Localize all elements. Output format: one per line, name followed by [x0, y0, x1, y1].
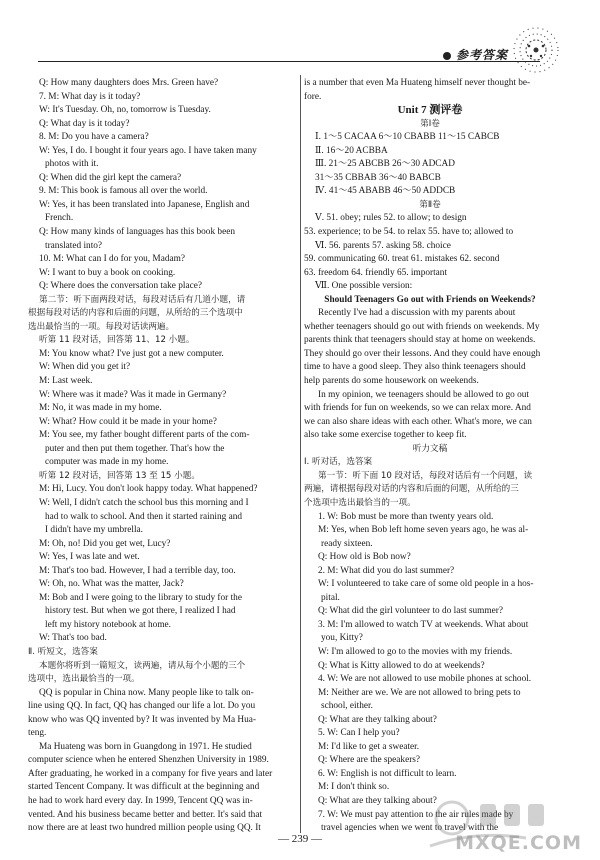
right-column-line: 6. W: English is not difficult to learn. — [318, 768, 457, 779]
left-column-line: M: Bob and I were going to the library to study for the — [39, 592, 242, 603]
right-column-line: 第Ⅱ卷 — [419, 199, 441, 210]
left-column-line: vented. And his business became better and better. It's said that — [28, 809, 263, 820]
right-column-line: M: Yes, when Bob left home seven years ago, he was al- — [318, 525, 529, 536]
right-column-line: 31～35 CBBAB 36～40 BABCB — [315, 172, 441, 183]
left-column-line: Q: What day is it today? — [39, 118, 130, 129]
right-column-line: 2. M: What did you do last summer? — [318, 565, 455, 576]
right-column-line: travel agencies when we went to travel with the — [321, 823, 499, 834]
right-column-line: Ⅴ. 51. obey; rules 52. to allow; to design — [315, 213, 467, 224]
left-column-line: photos with it. — [45, 159, 99, 170]
left-column-line: French. — [45, 213, 74, 224]
left-column-line: know who was QQ invented by? It was invented by Ma Hua- — [28, 714, 256, 725]
left-column-line: W: It's Tuesday. Oh, no, tomorrow is Tuesday. — [39, 105, 211, 116]
right-column-line: Q: What is Kitty allowed to do at weekends? — [318, 660, 485, 671]
left-column-line: QQ is popular in China now. Many people like to talk on- — [39, 687, 254, 698]
left-column-line: line using QQ. In fact, QQ has changed our life a lot. Do you — [28, 701, 256, 712]
left-column-line: 听第 11 段对话，回答第 11、12 小题。 — [39, 335, 195, 346]
right-column-line: 第一节：听下面 10 段对话，每段对话后有一个问题，读 — [318, 470, 533, 481]
bullet-dot-icon — [443, 52, 451, 60]
left-column-line: 10. M: What can I do for you, Madam? — [39, 254, 185, 265]
header-rule — [38, 61, 540, 62]
left-column-line: puter and then put them together. That's how the — [45, 443, 225, 454]
right-column-line: help parents do some housework on weekends. — [304, 376, 479, 387]
left-column-line: 本题你将听到一篇短文，读两遍，请从每个小题的三个 — [39, 660, 246, 671]
right-column-line: Q: What did the girl volunteer to do last summer? — [318, 606, 503, 617]
left-column-line: left my history notebook at home. — [45, 619, 172, 630]
right-column-line: Q: How old is Bob now? — [318, 552, 411, 563]
left-column-line: I didn't have my umbrella. — [45, 525, 143, 536]
left-column-line: Q: When did the girl kept the camera? — [39, 172, 182, 183]
right-column-line: 第Ⅰ卷 — [420, 118, 440, 129]
right-column-line: 两遍，请根据每段对话的内容和后面的问题，从所给的三 — [304, 484, 519, 495]
left-column-line: 第二节：听下面两段对话，每段对话后有几道小题，请 — [39, 294, 246, 305]
right-column-line: Ⅰ. 1～5 CACAA 6～10 CBABB 11～15 CABCB — [315, 132, 500, 143]
left-column-line: W: What? How could it be made in your home? — [39, 416, 217, 427]
right-column-line: 63. freedom 64. friendly 65. important — [304, 267, 448, 278]
left-column-line: W: Yes, I do. I bought it four years ago. I have taken many — [39, 145, 257, 156]
left-column-line: W: Yes, I was late and wet. — [39, 552, 140, 563]
right-column — [304, 77, 556, 836]
left-column-line: he had to work hard every day. In 1999, Tencent QQ was in- — [28, 795, 253, 806]
right-column-line: whether teenagers should go out with friends on weekends. My — [304, 321, 540, 332]
right-column-line: fore. — [304, 91, 322, 102]
left-column-line: 7. M: What day is it today? — [39, 91, 141, 102]
left-column-line: M: You know what? I've just got a new computer. — [39, 348, 224, 359]
right-column-line: Ⅲ. 21～25 ABCBB 26～30 ADCAD — [315, 159, 455, 170]
left-column-line: 根据每段对话的内容和后面的问题，从所给的三个选项中 — [28, 308, 243, 319]
right-column-line: W: I volunteered to take care of some old people in a hos- — [318, 579, 534, 590]
right-column-line: 4. W: We are not allowed to use mobile phones at school. — [318, 674, 532, 685]
right-column-line: In my opinion, we teenagers should be allowed to go out — [318, 389, 529, 400]
right-column-line: also take some exercise together to keep fit. — [304, 430, 467, 441]
left-column-line: W: Yes, it has been translated into Japanese, English and — [39, 199, 250, 210]
right-column-line: 听力文稿 — [412, 443, 448, 454]
right-column-line: 3. M: I'm allowed to watch TV at weekends. What about — [318, 619, 529, 630]
left-column-line: now there are at least two hundred million people using QQ. It — [28, 823, 261, 834]
right-column-line: with friends for fun on weekends, so we can relax more. And — [304, 403, 531, 414]
right-column-line: They should go over their lessons. And they could have enough — [304, 348, 541, 359]
page-header — [0, 0, 600, 66]
right-column-line: Q: Where are the speakers? — [318, 755, 421, 766]
right-column-line: Ⅰ. 听对话，选答案 — [304, 457, 373, 468]
left-column-line: W: That's too bad. — [39, 633, 107, 644]
right-column-line: M: I don't think so. — [318, 782, 390, 793]
left-column-line: started Tencent Company. It was difficult at the beginning and — [28, 782, 260, 793]
left-column-line: Q: How many kinds of languages has this book been — [39, 227, 235, 238]
left-column-line: 选出最恰当的一项。每段对话读两遍。 — [28, 321, 175, 332]
left-column-line: 8. M: Do you have a camera? — [39, 132, 149, 143]
right-column-line: 个选项中选出最恰当的一项。 — [304, 497, 416, 508]
left-column-line: computer science when he entered Shenzhen University in 1989. — [28, 755, 269, 766]
left-column-line: Ma Huateng was born in Guangdong in 1971. He studied — [39, 741, 252, 752]
left-column-line: After graduating, he worked in a company for five years and later — [28, 768, 273, 779]
right-column-line: Ⅵ. 56. parents 57. asking 58. choice — [315, 240, 451, 251]
left-column-line: history test. But when we got there, I realized I had — [45, 606, 236, 617]
right-column-line: ready sixteen. — [321, 538, 373, 549]
right-column-line: 5. W: Can I help you? — [318, 728, 400, 739]
left-column-line: W: When did you get it? — [39, 362, 131, 373]
right-column-line: M: Neither are we. We are not allowed to bring pets to — [318, 687, 521, 698]
right-column-line: W: I'm allowed to go to the movies with my friends. — [318, 646, 513, 657]
left-column-line: W: Well, I didn't catch the school bus this morning and I — [39, 497, 249, 508]
left-column-line: Q: Where does the conversation take place? — [39, 281, 202, 292]
right-column-line: Should Teenagers Go out with Friends on Weekends? — [324, 294, 536, 305]
right-column-line: 7. W: We must pay attention to the air rules made by — [318, 809, 514, 820]
right-column-line: 59. communicating 60. treat 61. mistakes 62. second — [304, 254, 500, 265]
right-column-line: Recently I've had a discussion with my parents about — [318, 308, 516, 319]
right-column-line: Q: What are they talking about? — [318, 795, 437, 806]
left-column-line: M: Last week. — [39, 376, 93, 387]
left-column-line: M: No, it was made in my home. — [39, 403, 162, 414]
page-number: — 239 — — [278, 833, 322, 845]
left-column-line: W: Oh, no. What was the matter, Jack? — [39, 579, 184, 590]
right-column-line: Unit 7 测评卷 — [397, 104, 463, 117]
decorative-ornament-icon — [510, 24, 562, 76]
left-column — [28, 77, 298, 836]
left-column-line: translated into? — [45, 240, 103, 251]
section-label-text: 参考答案 — [455, 48, 508, 62]
left-column-line: 听第 12 段对话，回答第 13 至 15 小题。 — [39, 470, 200, 481]
right-column-line: is a number that even Ma Huateng himself never thought be- — [304, 78, 531, 88]
right-column-line: Ⅱ. 16～20 ACBBA — [315, 145, 388, 156]
left-column-line: teng. — [28, 728, 47, 739]
right-column-line: Ⅶ. One possible version: — [315, 281, 413, 292]
watermark-text: MXQE.COM — [455, 832, 582, 854]
right-column-line: 1. W: Bob must be more than twenty years old. — [318, 511, 494, 522]
right-column-line: time to have a good sleep. They also think teenagers should — [304, 362, 526, 373]
left-column-line: had to walk to school. And then it started raining and — [45, 511, 243, 522]
left-column-line: computer was made in my home. — [45, 457, 169, 468]
left-column-line: W: Where was it made? Was it made in Germany? — [39, 389, 227, 400]
right-column-line: pital. — [321, 592, 340, 603]
right-column-line: you, Kitty? — [321, 633, 363, 644]
right-column-line: school, either. — [321, 701, 373, 712]
right-column-line: 53. experience; to be 54. to relax 55. have to; allowed to — [304, 227, 514, 238]
right-column-line: Ⅳ. 41～45 ABABB 46～50 ADDCB — [315, 186, 456, 197]
left-column-line: Q: How many daughters does Mrs. Green have? — [39, 78, 219, 88]
left-column-line: M: Hi, Lucy. You don't look happy today. What happened? — [39, 484, 258, 495]
column-divider — [300, 75, 301, 833]
right-column-line: we can also share ideas with each other. What's more, we can — [304, 416, 532, 427]
left-column-line: M: You see, my father bought different parts of the com- — [39, 430, 250, 441]
right-column-line: Q: What are they talking about? — [318, 714, 437, 725]
left-column-line: Ⅱ. 听短文，选答案 — [28, 646, 98, 657]
left-column-line: 9. M: This book is famous all over the world. — [39, 186, 208, 197]
right-column-line: M: I'd like to get a sweater. — [318, 741, 420, 752]
right-column-line: parents think that teenagers should stay at home on weekends. — [304, 335, 536, 346]
left-column-line: M: Oh, no! Did you get wet, Lucy? — [39, 538, 171, 549]
left-column-line: W: I want to buy a book on cooking. — [39, 267, 176, 278]
left-column-line: 选项中，选出最恰当的一项。 — [28, 674, 140, 685]
left-column-line: M: That's too bad. However, I had a terrible day, too. — [39, 565, 236, 576]
